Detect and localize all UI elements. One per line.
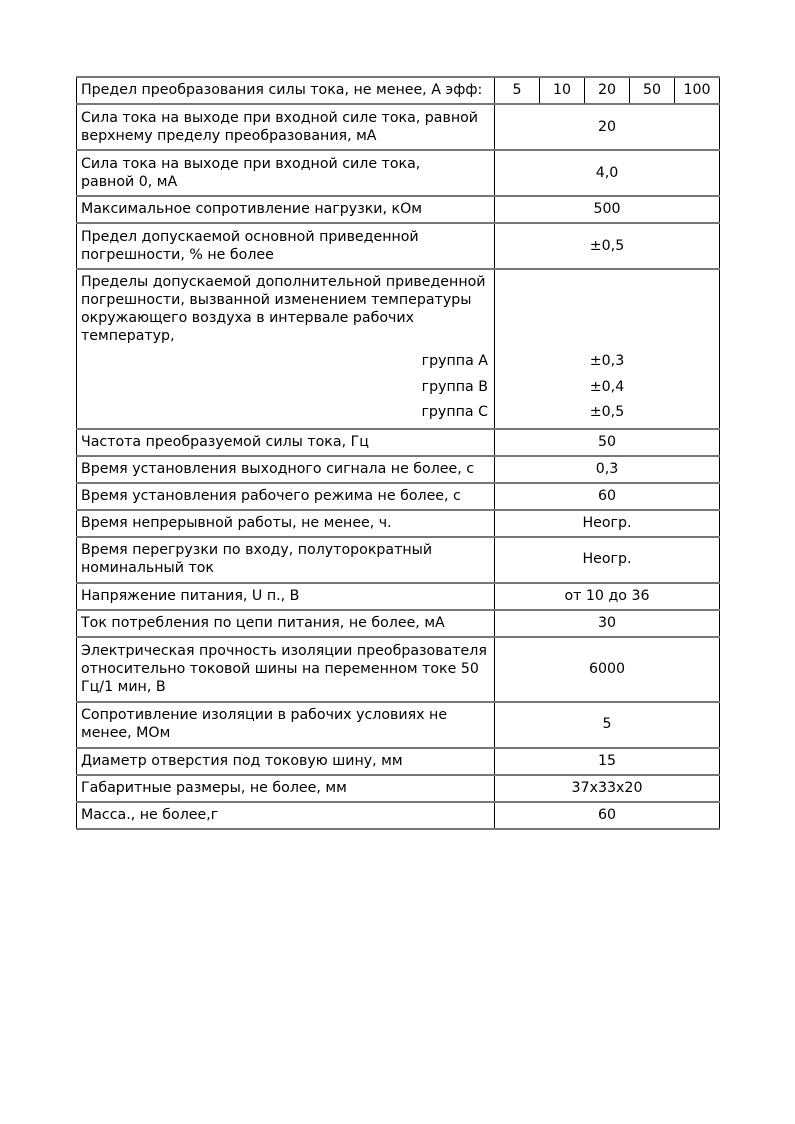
group-a-label: группа А xyxy=(421,353,488,369)
table-row xyxy=(77,223,720,269)
table-row xyxy=(77,104,720,150)
value-cell: 500 xyxy=(495,196,720,223)
value-cell: Неогр. xyxy=(495,510,720,537)
param-cell xyxy=(77,150,495,196)
param-line: погрешности, % не более xyxy=(81,246,274,263)
param-cell: Предел преобразования силы тока, не менее, А эфф: xyxy=(77,77,495,104)
table-row-temperature-error xyxy=(77,269,720,429)
table-row xyxy=(77,802,720,829)
group-c-label: группа С xyxy=(421,404,488,420)
param-cell: Частота преобразуемой силы тока, Гц xyxy=(77,429,495,456)
value-cell: ±0,5 xyxy=(495,223,720,269)
table-row xyxy=(77,483,720,510)
param-cell: Масса., не более,г xyxy=(77,802,495,829)
value-cell: Неогр. xyxy=(495,537,720,583)
value-cell: 60 xyxy=(495,802,720,829)
param-cell: Максимальное сопротивление нагрузки, кОм xyxy=(77,196,495,223)
param-line: равной 0, мА xyxy=(81,173,178,190)
value-cell: 60 xyxy=(495,483,720,510)
param-cell xyxy=(77,537,495,583)
param-cell: Габаритные размеры, не более, мм xyxy=(77,775,495,802)
value-cell: 20 xyxy=(495,104,720,150)
group-a-value: ±0,3 xyxy=(589,353,625,369)
table-row xyxy=(77,702,720,748)
value-cell: 50 xyxy=(495,429,720,456)
value-cell: 5 xyxy=(495,702,720,748)
table-row xyxy=(77,537,720,583)
param-cell xyxy=(77,223,495,269)
param-cell xyxy=(77,269,495,429)
param-line: Электрическая прочность изоляции преобразователя xyxy=(81,642,487,659)
param-line: относительно токовой шины на переменном токе 50 xyxy=(81,660,479,677)
table-row xyxy=(77,429,720,456)
table-row xyxy=(77,510,720,537)
table-row xyxy=(77,775,720,802)
table-row xyxy=(77,196,720,223)
value-cell: 0,3 xyxy=(495,456,720,483)
range-value-cell: 10 xyxy=(540,77,585,104)
param-line: температур, xyxy=(81,328,175,344)
param-line: Сила тока на выходе при входной силе тока, равной xyxy=(81,109,479,126)
value-cell: 30 xyxy=(495,610,720,637)
range-value-cell: 5 xyxy=(495,77,540,104)
range-value-cell: 50 xyxy=(630,77,675,104)
param-line: Сопротивление изоляции в рабочих условиях не xyxy=(81,707,448,723)
param-cell xyxy=(77,702,495,748)
table-row xyxy=(77,150,720,196)
value-cell: 15 xyxy=(495,748,720,775)
range-value-cell: 20 xyxy=(585,77,630,104)
range-value-cell: 100 xyxy=(675,77,720,104)
specifications-table xyxy=(76,76,720,830)
param-cell: Время установления выходного сигнала не более, с xyxy=(77,456,495,483)
param-cell: Время установления рабочего режима не более, с xyxy=(77,483,495,510)
table-row xyxy=(77,610,720,637)
param-line: Предел допускаемой основной приведенной xyxy=(81,228,419,245)
param-line: погрешности, вызванной изменением температуры xyxy=(81,292,472,308)
param-line: номинальный ток xyxy=(81,560,215,576)
param-line: Время перегрузки по входу, полуторократный xyxy=(81,542,433,558)
param-cell xyxy=(77,637,495,702)
param-cell: Напряжение питания, U п., В xyxy=(77,583,495,610)
value-cell: от 10 до 36 xyxy=(495,583,720,610)
param-cell xyxy=(77,104,495,150)
param-line: Гц/1 мин, В xyxy=(81,678,166,695)
group-b-value: ±0,4 xyxy=(589,378,625,395)
value-cell: 4,0 xyxy=(495,150,720,196)
param-line: окружающего воздуха в интервале рабочих xyxy=(81,310,415,326)
table-row xyxy=(77,456,720,483)
param-line: Сила тока на выходе при входной силе тока, xyxy=(81,155,421,172)
group-c-value: ±0,5 xyxy=(589,404,625,420)
value-cell: 6000 xyxy=(495,637,720,702)
value-cell xyxy=(495,269,720,429)
group-b-label: группа В xyxy=(421,378,488,395)
table-row-conversion-limit xyxy=(77,77,720,104)
param-line: Пределы допускаемой дополнительной приведенной xyxy=(81,274,486,290)
table-row xyxy=(77,748,720,775)
param-cell: Ток потребления по цепи питания, не более, мА xyxy=(77,610,495,637)
table-row xyxy=(77,637,720,702)
param-cell: Диаметр отверстия под токовую шину, мм xyxy=(77,748,495,775)
param-cell: Время непрерывной работы, не менее, ч. xyxy=(77,510,495,537)
table-row xyxy=(77,583,720,610)
value-cell: 37x33x20 xyxy=(495,775,720,802)
param-line: менее, МОм xyxy=(81,725,171,741)
param-line: верхнему пределу преобразования, мА xyxy=(81,127,377,144)
